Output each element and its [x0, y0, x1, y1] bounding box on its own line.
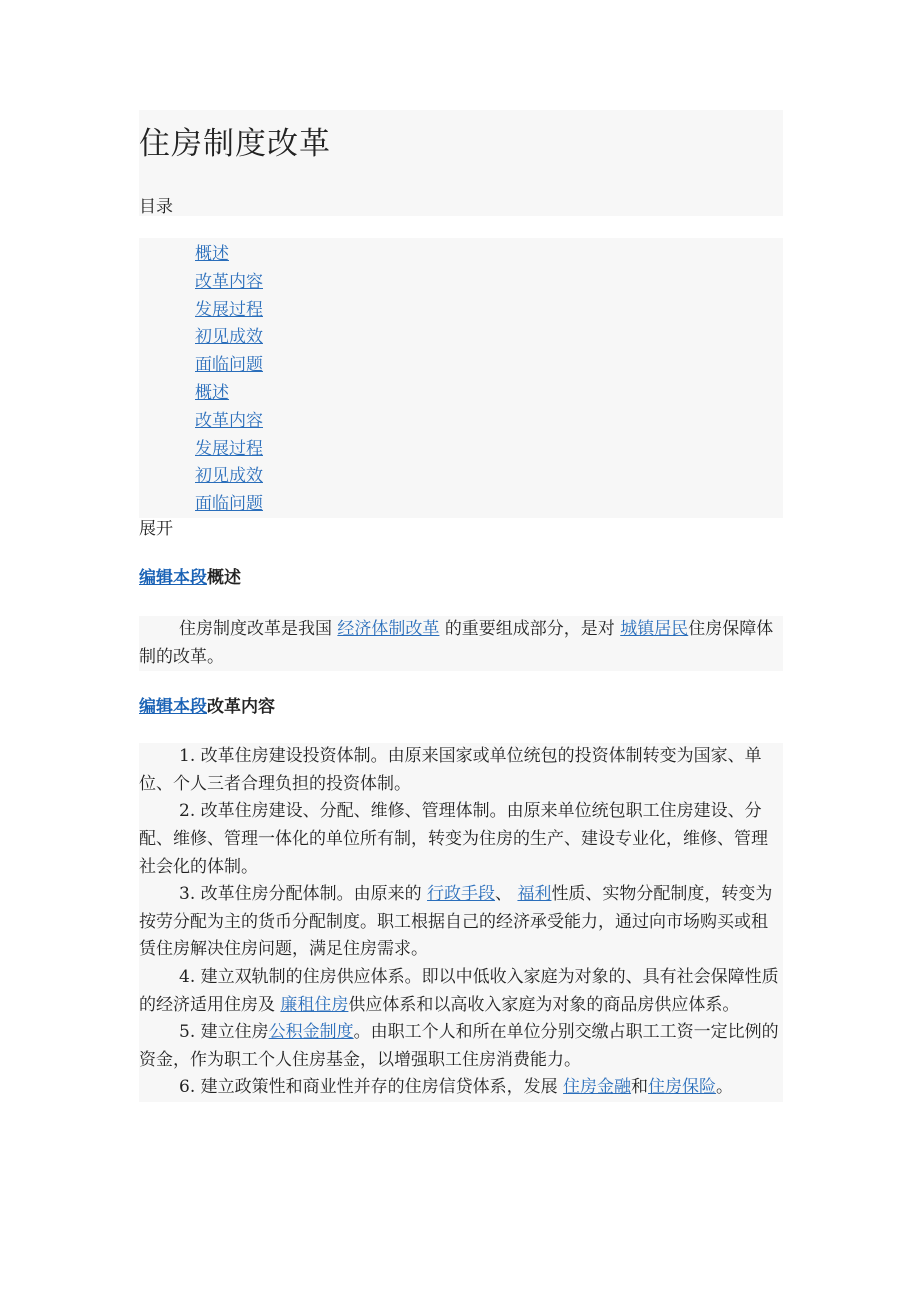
text: 住房保障体制的改革。 [139, 619, 774, 667]
text: 6. 建立政策性和商业性并存的住房信贷体系，发展 [179, 1077, 558, 1098]
link-welfare[interactable]: 福利 [517, 884, 552, 905]
toc-item-problems[interactable]: 面临问题 [195, 355, 263, 376]
text: 。由职工个人和所在单位分别交缴占职工工资一定比例的资金，作为职工个人住房基金，以增强职工住房消费能力。 [139, 1022, 779, 1070]
overview-paragraph [139, 616, 783, 671]
link-housing-finance[interactable]: 住房金融 [563, 1077, 632, 1098]
toc-item-overview[interactable]: 概述 [195, 382, 229, 403]
text: 供应体系和以高收入家庭为对象的商品房供应体系。 [348, 994, 740, 1015]
page-title: 住房制度改革 [139, 126, 331, 162]
text: 性质、实物分配制度，转变为按劳分配为主的货币分配制度。职工根据自己的经济承受能力，通过向市场购买或租赁住房解决住房问题，满足住房需求。 [139, 884, 773, 960]
section-heading-overview [139, 566, 783, 590]
overview-content [139, 616, 783, 671]
toc-label: 目录 [139, 197, 173, 217]
section-heading-reform-content [139, 695, 783, 719]
text: 、 [495, 884, 513, 905]
text: 。 [716, 1077, 734, 1098]
toc-item-problems[interactable]: 面临问题 [195, 494, 263, 515]
toc-item-results[interactable]: 初见成效 [195, 466, 263, 487]
link-economic-reform[interactable]: 经济体制改革 [337, 619, 440, 639]
toc-item-results[interactable]: 初见成效 [195, 327, 263, 348]
expand-toggle[interactable]: 展开 [139, 519, 173, 539]
toc-item-reform-content[interactable]: 改革内容 [195, 271, 263, 292]
toc-item-reform-content[interactable]: 改革内容 [195, 410, 263, 431]
toc-item-overview[interactable]: 概述 [195, 244, 229, 264]
document-page [139, 110, 783, 1102]
edit-section-link[interactable]: 编辑本段 [139, 568, 207, 588]
toc-item-development[interactable]: 发展过程 [195, 438, 263, 459]
edit-section-link[interactable]: 编辑本段 [139, 697, 207, 718]
text: 的重要组成部分，是对 [444, 619, 615, 639]
list-item [139, 1019, 783, 1074]
text: 和 [631, 1077, 649, 1098]
toc-item-development[interactable]: 发展过程 [195, 299, 263, 320]
text: 4. 建立双轨制的住房供应体系。即以中低收入家庭为对象的、具有社会保障性质的经济适用住房及 [139, 966, 779, 1015]
link-urban-residents[interactable]: 城镇居民 [620, 619, 689, 639]
link-administrative-means[interactable]: 行政手段 [427, 884, 496, 905]
list-item [139, 1074, 783, 1102]
list-item: 1. 改革住房建设投资体制。由原来国家或单位统包的投资体制转变为国家、单位、个人三者合理负担的投资体制。 [139, 746, 762, 794]
section-title: 概述 [207, 568, 241, 588]
table-of-contents [139, 238, 783, 518]
list-item [139, 881, 783, 964]
link-housing-insurance[interactable]: 住房保险 [648, 1077, 717, 1098]
link-low-rent-housing[interactable]: 廉租住房 [280, 994, 349, 1015]
list-item: 2. 改革住房建设、分配、维修、管理体制。由原来单位统包职工住房建设、分配、维修、管理一体化的单位所有制，转变为住房的生产、建设专业化，维修、管理社会化的体制。 [139, 801, 768, 877]
list-item [139, 964, 783, 1019]
title-band [139, 110, 783, 216]
reform-content-list [139, 743, 783, 1102]
link-provident-fund[interactable]: 公积金制度 [268, 1022, 354, 1043]
text: 住房制度改革是我国 [179, 619, 332, 639]
text: 3. 改革住房分配体制。由原来的 [179, 884, 422, 905]
text: 5. 建立住房 [179, 1022, 269, 1043]
section-title: 改革内容 [207, 697, 275, 718]
